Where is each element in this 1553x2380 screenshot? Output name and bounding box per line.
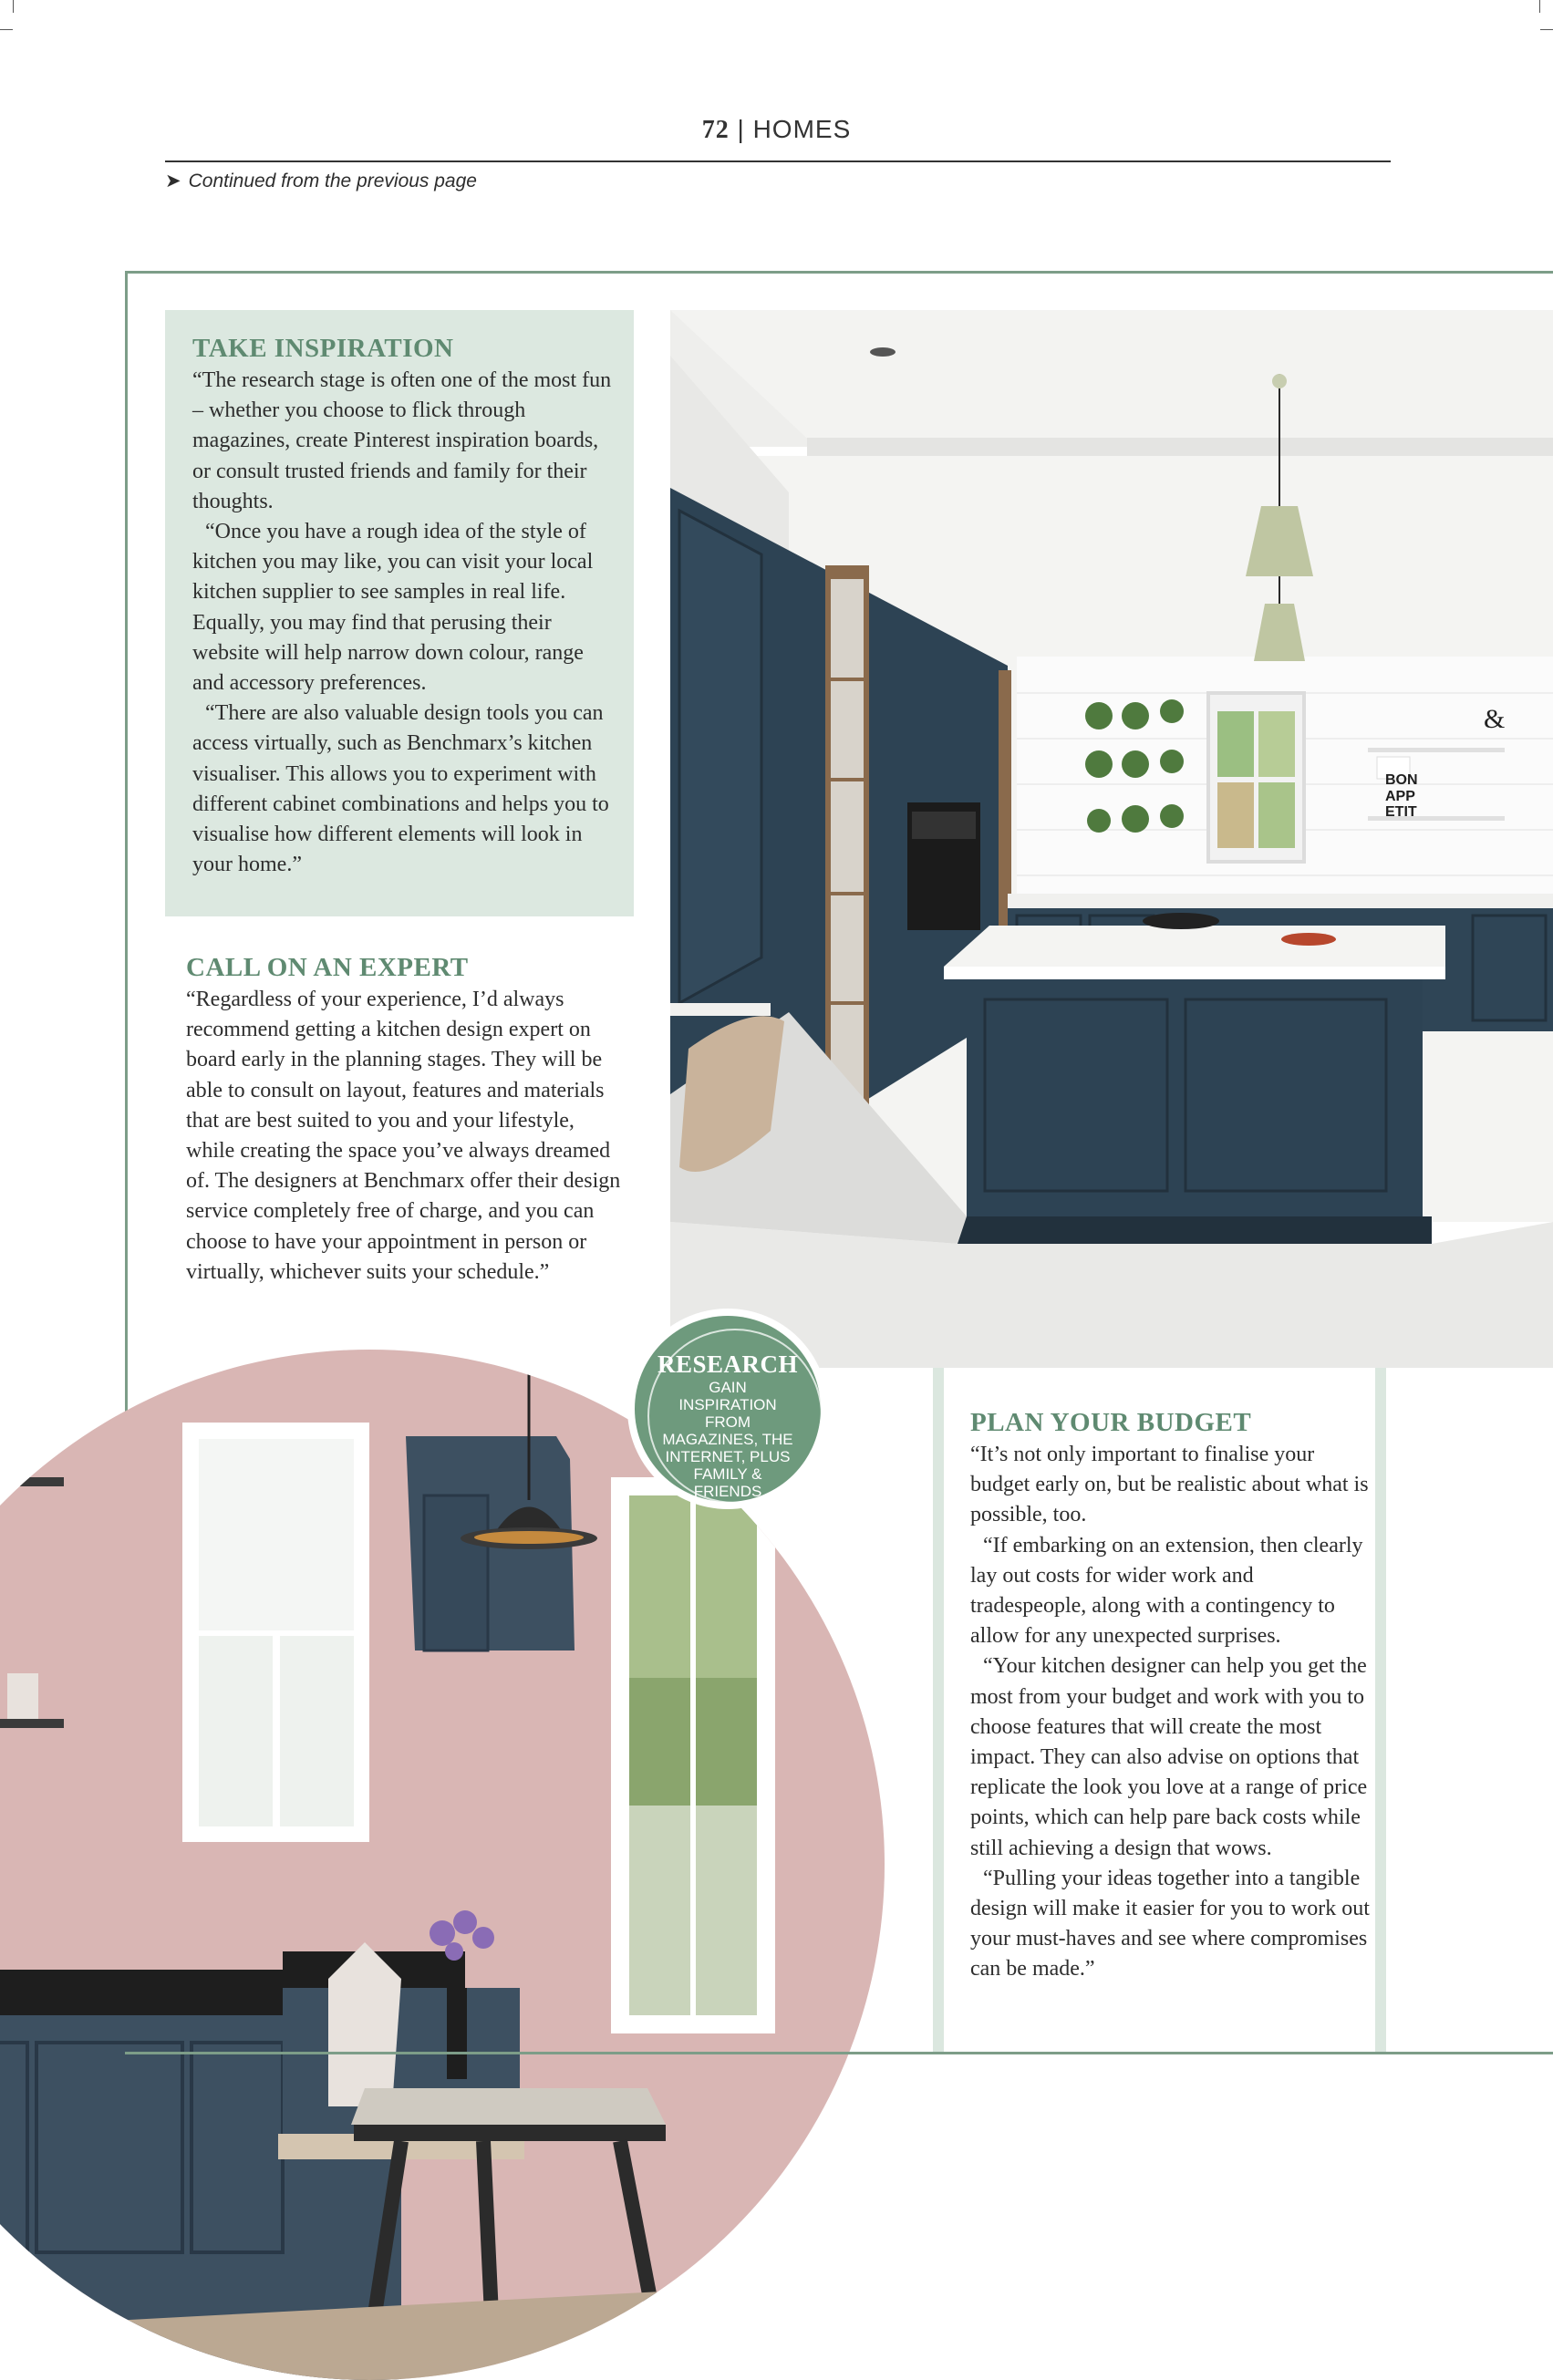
sign-etit: ETIT <box>1385 804 1417 820</box>
sign-ampersand: & <box>1484 704 1506 734</box>
frame-border-top <box>125 271 1553 274</box>
header-rule <box>165 160 1391 162</box>
take-inspiration-paragraph: “Once you have a rough idea of the style of kitchen you may like, you can visit your local kitchen supplier to see samples in real life. Equally, you may find that perusing their website will help narrow down colour, range and accessory preferences. <box>192 520 594 696</box>
plan-budget-paragraph: “Your kitchen designer can help you get the most from your budget and work with you to choose features that will create the most impact. They can also advise on options that replicate the look you love at a range of price points, which can help pare back costs while still achieving a design that wows. <box>970 1654 1368 1860</box>
kitchen-photo <box>670 310 1553 1368</box>
crop-mark <box>13 0 14 13</box>
arrow-right-icon: ➤ <box>165 171 181 191</box>
research-badge-ring <box>647 1329 823 1504</box>
plan-budget-heading: PLAN YOUR BUDGET <box>970 1408 1252 1437</box>
crop-mark <box>0 29 13 30</box>
frame-border-bottom <box>125 2052 1553 2054</box>
plan-budget-paragraph: “It’s not only important to finalise your budget early on, but be realistic about what is possible, too. <box>970 1443 1369 1527</box>
page-header <box>0 115 1553 145</box>
plan-budget-section <box>970 1408 1372 1985</box>
section-title: HOMES <box>752 115 852 143</box>
take-inspiration-paragraph: “The research stage is often one of the most fun – whether you choose to flick through magazines, create Pinterest inspiration boards, or consult trusted friends and family for their thoughts. <box>192 368 612 513</box>
plan-budget-paragraph: “If embarking on an extension, then clearly lay out costs for wider work and tradespeople, along with a contingency to allow for any unexpected surprises. <box>970 1533 1363 1649</box>
sign-app: APP <box>1385 789 1415 804</box>
crop-mark <box>1539 0 1540 13</box>
take-inspiration-heading: TAKE INSPIRATION <box>192 334 454 363</box>
page-number: 72 <box>701 116 730 144</box>
research-badge <box>627 1309 828 1509</box>
take-inspiration-panel <box>165 310 634 916</box>
call-expert-heading: CALL ON AN EXPERT <box>186 953 469 982</box>
call-expert-section <box>186 953 624 1288</box>
badge-title: RESEARCH <box>657 1350 799 1378</box>
take-inspiration-paragraph: “There are also valuable design tools you can access virtually, such as Benchmarx’s kitchen visualiser. This allows you to experiment with different cabinet combinations and helps you to visualise how different elements will look in your home.” <box>192 701 609 877</box>
crop-mark <box>1540 29 1553 30</box>
continued-note <box>165 170 477 192</box>
header-separator: | <box>737 115 745 143</box>
call-expert-paragraph: “Regardless of your experience, I’d always recommend getting a kitchen design expert on board early in the planning stages. They will be able to consult on layout, features and materials that are best suited to you and your lifestyle, while creating the space you’ve always dreamed of. The designers at Benchmarx offer their design service completely free of charge, and you can choose to have your appointment in person or virtually, whichever suits your schedule.” <box>186 988 621 1284</box>
plan-budget-paragraph: “Pulling your ideas together into a tangible design will make it easier for you to work out your must-haves and see where compromises can be made.” <box>970 1866 1370 1982</box>
sign-bon: BON <box>1385 772 1418 788</box>
badge-text: GAIN INSPIRATION FROM MAGAZINES, THE INTERNET, PLUS FAMILY & FRIENDS <box>662 1379 793 1500</box>
continued-text: Continued from the previous page <box>188 171 477 191</box>
research-badge-circle <box>635 1316 821 1502</box>
